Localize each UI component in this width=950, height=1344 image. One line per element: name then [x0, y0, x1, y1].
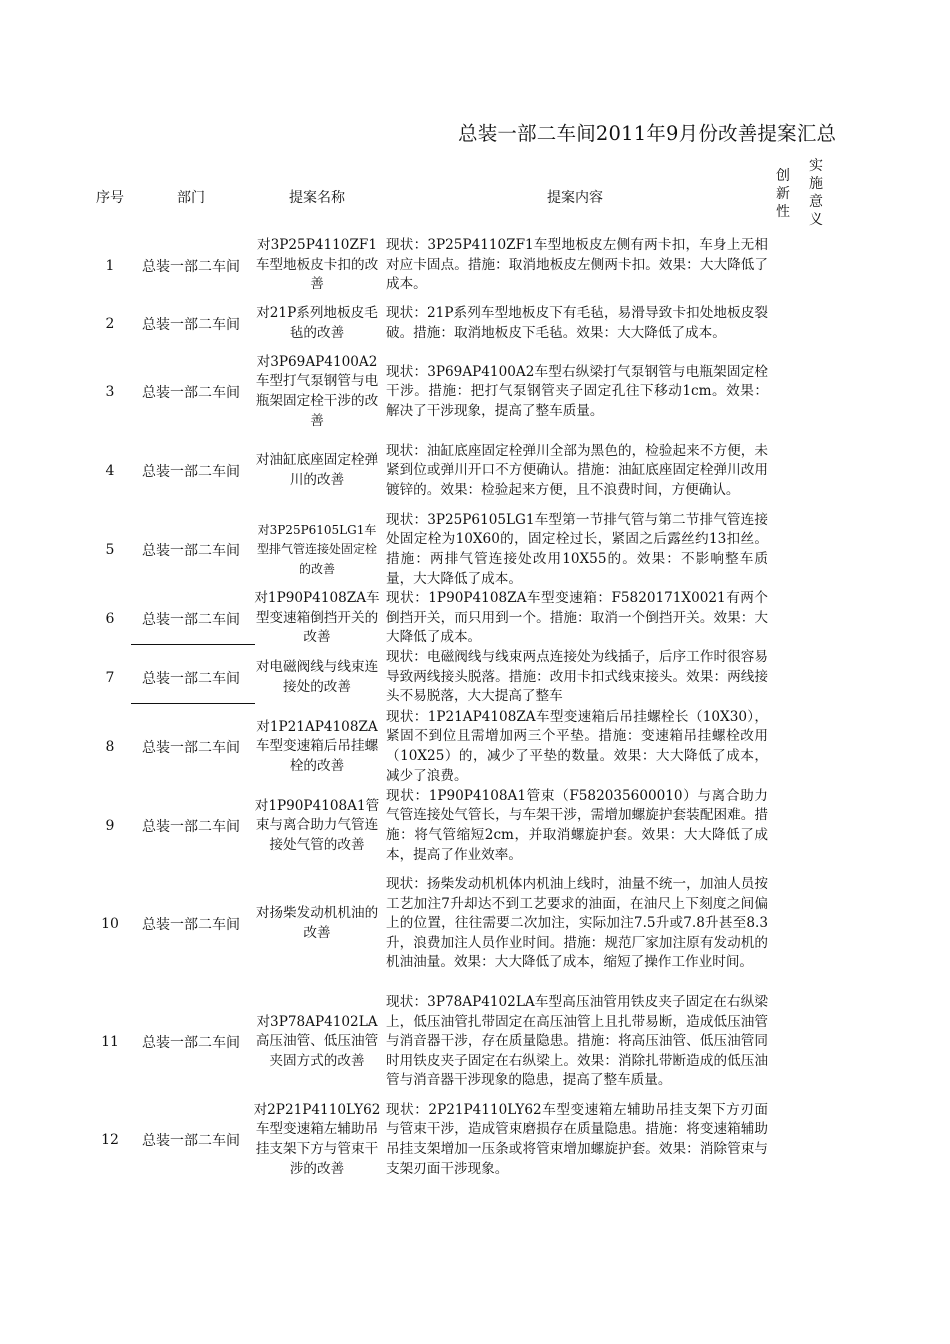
- row-content: 现状：电磁阀线与线束两点连接处为线插子，后序工作时很容易导致两线接头脱落。措施：改用卡扣式线束接头。效果：两线接头不易脱落，大大提高了整车: [386, 649, 768, 705]
- row-dept: 总装一部二车间: [142, 258, 240, 275]
- table-row: [0, 432, 950, 510]
- row-dept: 总装一部二车间: [142, 740, 240, 756]
- cell-border-line: [131, 703, 255, 704]
- row-content: 现状：2P21P4110LY62车型变速箱左辅助吊挂支架下方刃面与管束干涉，造成管束磨损存在质量隐患。措施：将变速箱辅助吊挂支架增加一压条或将管束增加螺旋护套。效果：消除管束与支架刃面干涉现象。: [386, 1101, 768, 1177]
- row-dept: 总装一部二车间: [142, 819, 240, 835]
- row-seq: 8: [105, 739, 115, 755]
- row-content: 现状：1P90P4108A1管束（F582035600010）与离合助力气管连接处气管长，与车架干涉，需增加螺旋护套装配困难。措施：将气管缩短2cm，并取消螺旋护套。效果：大大降低了成本，提高了作业效率。: [386, 787, 768, 863]
- row-content: 现状：21P系列车型地板皮下有毛毡，易滑导致卡扣处地板皮裂破。措施：取消地板皮下毛毡。效果：大大降低了成本。: [386, 304, 768, 341]
- header-content: 提案内容: [547, 190, 603, 206]
- row-dept: 总装一部二车间: [142, 1133, 240, 1149]
- row-dept: 总装一部二车间: [142, 316, 240, 333]
- table-row: [0, 787, 950, 865]
- row-dept: 总装一部二车间: [142, 670, 240, 687]
- row-seq: 12: [101, 1132, 119, 1148]
- table-row: [0, 707, 950, 787]
- header-seq: 序号: [96, 190, 124, 206]
- row-content: 现状：3P78AP4102LA车型高压油管用铁皮夹子固定在右纵梁上，低压油管扎带固定在高压油管上且扎带易断，造成低压油管与消音器干涉，存在质量隐患。措施：将高压油管、低压油管同时用铁皮夹子固定在右纵梁上。效果：消除扎带断造成的低压油管与消音器干涉现象的隐患，提高了整车质量。: [386, 994, 768, 1089]
- row-dept: 总装一部二车间: [142, 1035, 240, 1051]
- row-seq: 11: [101, 1034, 119, 1050]
- header-dept: 部门: [177, 190, 205, 206]
- row-content: 现状：3P25P6105LG1车型第一节排气管与第二节排气管连接处固定栓为10X60的，固定栓过长，紧固之后露丝约13扣丝。措施：两排气管连接处改用10X55的。效果：不影响整车质量，大大降低了成本。: [386, 511, 768, 587]
- row-content: 现状：1P90P4108ZA车型变速箱：F5820171X0021有两个倒挡开关，而只用到一个。措施：取消一个倒挡开关。效果：大大降低了成本。: [386, 590, 768, 646]
- row-name: 对21P系列地板皮毛毡的改善: [256, 304, 378, 341]
- cell-border-line: [131, 644, 255, 645]
- row-name: 对电磁阀线与线束连接处的改善: [255, 658, 379, 695]
- table-row: [0, 352, 950, 432]
- row-name: 对1P90P4108ZA车型变速箱倒挡开关的改善: [254, 590, 380, 646]
- row-dept: 总装一部二车间: [142, 385, 240, 401]
- row-dept: 总装一部二车间: [142, 611, 240, 628]
- row-seq: 4: [105, 463, 115, 479]
- header-innovation: 创新性: [776, 168, 790, 220]
- row-seq: 5: [105, 542, 115, 558]
- row-content: 现状：3P25P4110ZF1车型地板皮左侧有两卡扣，车身上无相对应卡固点。措施：取消地板皮左侧两卡扣。效果：大大降低了成本。: [386, 237, 768, 293]
- row-seq: 6: [105, 610, 115, 627]
- row-seq: 10: [101, 916, 119, 932]
- row-name: 对1P21AP4108ZA车型变速箱后吊挂螺栓的改善: [255, 718, 379, 774]
- row-seq: 7: [105, 669, 115, 686]
- row-dept: 总装一部二车间: [142, 543, 240, 559]
- row-seq: 3: [105, 384, 115, 400]
- table-row: [0, 295, 950, 352]
- row-content: 现状：1P21AP4108ZA车型变速箱后吊挂螺栓长（10X30），紧固不到位且需增加两三个平垫。措施：变速箱吊挂螺栓改用（10X25）的，减少了平垫的数量。效果：大大降低了成本，减少了浪费。: [386, 708, 768, 784]
- row-content: 现状：油缸底座固定栓弹川全部为黑色的，检验起来不方便，未紧到位或弹川开口不方便确认。措施：油缸底座固定栓弹川改用镀锌的。效果：检验起来方便，且不浪费时间，方便确认。: [386, 442, 768, 498]
- row-name: 对扬柴发动机机油的改善: [255, 905, 379, 941]
- row-content: 现状：扬柴发动机机体内机油上线时，油量不统一，加油人员按工艺加注7升却达不到工艺要求的油面，在油尺上下刻度之间偏上的位置，往往需要二次加注，实际加注7.5升或7.8升甚至8.3升，浪费加注人员作业时间。措施：规范厂家加注原有发动机的机油油量。效果：大大降低了成本，缩短了操作工作业时间。: [386, 876, 768, 971]
- row-name: 对3P78AP4102LA高压油管、低压油管夹固方式的改善: [255, 1013, 379, 1069]
- row-name: 对2P21P4110LY62车型变速箱左辅助吊挂支架下方与管束干涉的改善: [253, 1101, 381, 1177]
- row-name: 对3P25P6105LG1车型排气管连接处固定栓的改善: [256, 522, 377, 576]
- row-content: 现状：3P69AP4100A2车型右纵梁打气泵钢管与电瓶架固定栓干涉。措施：把打气泵钢管夹子固定孔往下移动1cm。效果：解决了干涉现象，提高了整车质量。: [386, 363, 768, 419]
- page-title: 总装一部二车间2011年9月份改善提案汇总: [458, 122, 837, 145]
- row-name: 对3P25P4110ZF1车型地板皮卡扣的改善: [255, 237, 379, 293]
- table-row: [0, 649, 950, 706]
- row-dept: 总装一部二车间: [142, 464, 240, 480]
- row-dept: 总装一部二车间: [142, 917, 240, 933]
- row-name: 对油缸底座固定栓弹川的改善: [255, 452, 379, 488]
- row-name: 对1P90P4108A1管束与离合助力气管连接处气管的改善: [254, 797, 380, 853]
- table-row: [0, 236, 950, 295]
- header-significance: 实施意义: [809, 158, 823, 228]
- table-row: [0, 590, 950, 647]
- row-seq: 2: [105, 315, 115, 332]
- header-name: 提案名称: [289, 190, 345, 206]
- row-name: 对3P69AP4100A2车型打气泵钢管与电瓶架固定栓干涉的改善: [255, 353, 379, 429]
- table-row: [0, 983, 950, 1101]
- table-row: [0, 510, 950, 590]
- table-row: [0, 1101, 950, 1179]
- row-seq: 9: [105, 818, 115, 834]
- row-seq: 1: [105, 257, 115, 274]
- table-row: [0, 865, 950, 983]
